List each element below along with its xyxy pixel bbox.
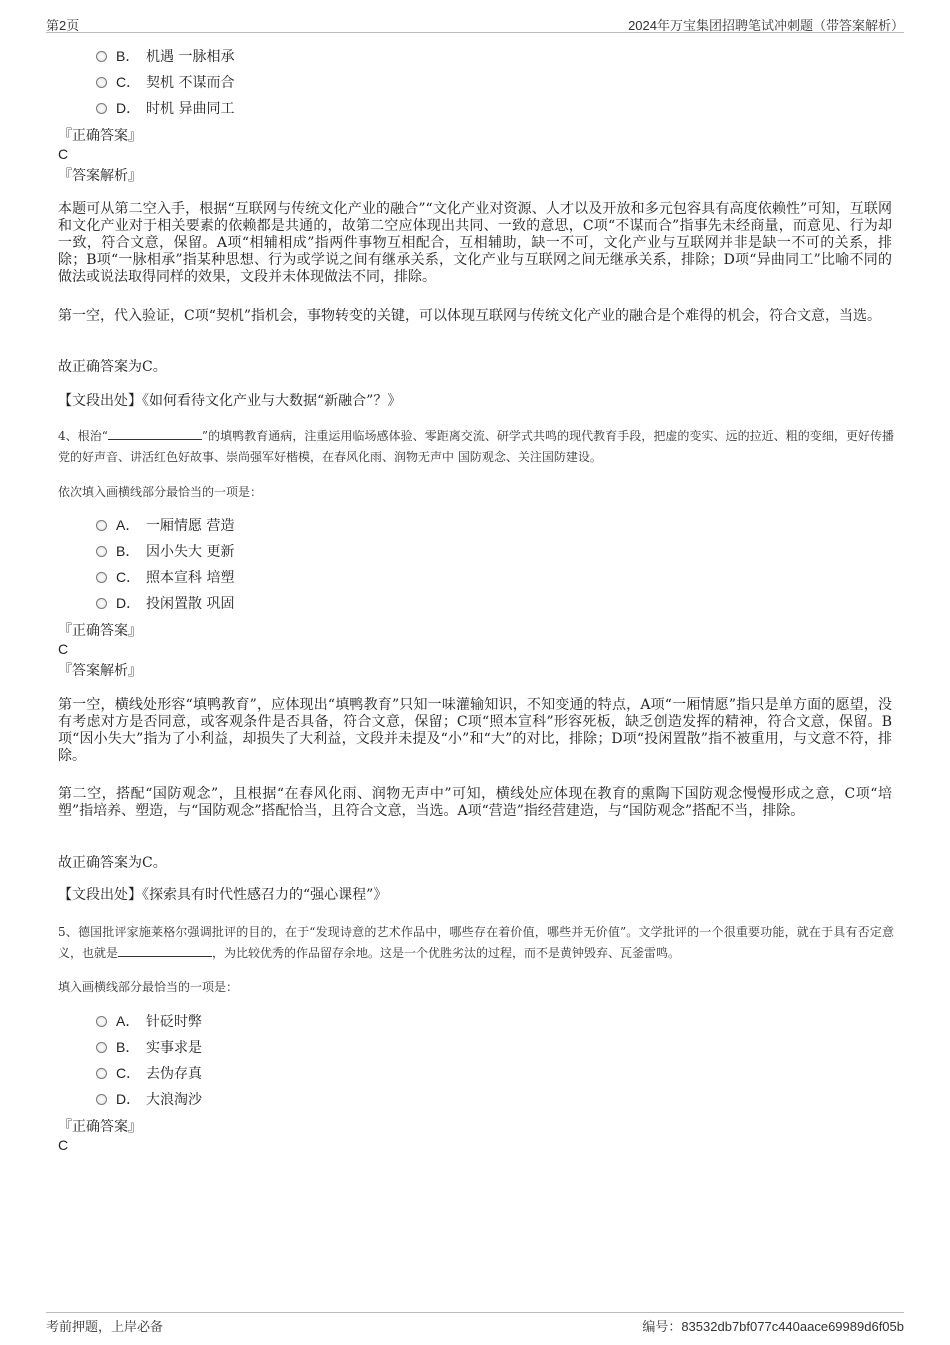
radio-icon[interactable] bbox=[96, 1016, 107, 1027]
q5-option-c[interactable]: C． 去伪存真 bbox=[96, 1063, 202, 1083]
analysis-conclusion: 故正确答案为C。 bbox=[58, 359, 167, 375]
source-citation: 【文段出处】《探索具有时代性感召力的“强心课程”》 bbox=[58, 887, 388, 903]
document-title: 2024年万宝集团招聘笔试冲刺题（带答案解析） bbox=[628, 18, 904, 33]
radio-icon[interactable] bbox=[96, 103, 107, 114]
analysis-paragraph: 第一空，横线处形容“填鸭教育”，应体现出“填鸭教育”只知一味灌输知识，不知变通的特点，A项“一厢情愿”指只是单方面的愿望，没有考虑对方是否同意，或客观条件是否具备，符合文意，保留；C项“照本宣科”形容死板，缺乏创造发挥的精神，符合文意，保留。B项“因小失大”指为了小利益，却损失了大利益，文段并未提及“小”和“大”的对比，排除；D项“投闲置散”指不被重用，与文意不符，排除。 bbox=[58, 697, 892, 764]
radio-icon[interactable] bbox=[96, 598, 107, 609]
page-number: 第2页 bbox=[46, 18, 80, 33]
q3-option-c[interactable]: C． 契机 不谋而合 bbox=[96, 72, 234, 92]
question-prompt: 填入画横线部分最恰当的一项是： bbox=[58, 980, 239, 994]
analysis-paragraph: 第二空，搭配“国防观念”，且根据“在春风化雨、润物无声中”可知，横线处应体现在教育的熏陶下国防观念慢慢形成之意，C项“培塑”指培养、塑造，与“国防观念”搭配恰当，且符合文意，当选。A项“营造”指经营建造，与“国防观念”搭配不当，排除。 bbox=[58, 786, 892, 819]
document-code: 编号：83532db7bf077c440aace69989d6f05b bbox=[642, 1319, 904, 1334]
answer-label: 『正确答案』 bbox=[58, 128, 142, 144]
source-citation: 【文段出处】《如何看待文化产业与大数据“新融合”？》 bbox=[58, 393, 402, 409]
radio-icon[interactable] bbox=[96, 1068, 107, 1079]
q4-option-c[interactable]: C． 照本宣科 培塑 bbox=[96, 567, 234, 587]
answer-value: C bbox=[58, 641, 69, 657]
page-header bbox=[46, 14, 904, 33]
radio-icon[interactable] bbox=[96, 77, 107, 88]
fill-blank bbox=[108, 427, 202, 440]
question-prompt: 依次填入画横线部分最恰当的一项是： bbox=[58, 485, 263, 499]
q3-option-d[interactable]: D． 时机 异曲同工 bbox=[96, 98, 234, 118]
q4-option-b[interactable]: B． 因小失大 更新 bbox=[96, 541, 234, 561]
page-footer bbox=[46, 1312, 904, 1333]
radio-icon[interactable] bbox=[96, 520, 107, 531]
q5-option-d[interactable]: D． 大浪淘沙 bbox=[96, 1089, 202, 1109]
q4-option-d[interactable]: D． 投闲置散 巩固 bbox=[96, 593, 234, 613]
answer-value: C bbox=[58, 146, 69, 162]
analysis-paragraph: 第一空，代入验证，C项“契机”指机会，事物转变的关键，可以体现互联网与传统文化产业的融合是个难得的机会，符合文意，当选。 bbox=[58, 308, 882, 324]
radio-icon[interactable] bbox=[96, 572, 107, 583]
radio-icon[interactable] bbox=[96, 546, 107, 557]
analysis-paragraph: 本题可从第二空入手，根据“互联网与传统文化产业的融合”“文化产业对资源、人才以及开放和多元包容具有高度依赖性”可知，互联网和文化产业对于相关要素的依赖都是共通的，故第二空应体现出共同、一致的意思，C项“不谋而合”指事先未经商量，而意见、行为却一致，符合文意，保留。A项“相辅相成”指两件事物互相配合，互相辅助，缺一不可，文化产业与互联网并非是缺一不可的关系，排除；B项“一脉相承”指某种思想、行为或学说之间有继承关系，文化产业与互联网之间无继承关系，排除；D项“异曲同工”比喻不同的做法或说法取得同样的效果，文段并未体现做法不同，排除。 bbox=[58, 201, 892, 285]
answer-label: 『正确答案』 bbox=[58, 623, 142, 639]
answer-value: C bbox=[58, 1137, 69, 1153]
answer-label: 『正确答案』 bbox=[58, 1119, 142, 1135]
question-stem: 5、德国批评家施莱格尔强调批评的目的，在于“发现诗意的艺术作品中，哪些存在着价值，哪些并无价值”。文学批评的一个很重要功能，就在于具有否定意义，也就是 ，为比较优秀的作品留存余地。这是一个优胜劣汰的过程，而不是黄钟毁弃、瓦釜雷鸣。 bbox=[58, 925, 894, 960]
analysis-label: 『答案解析』 bbox=[58, 168, 142, 184]
radio-icon[interactable] bbox=[96, 51, 107, 62]
question-stem: 4、根治“ ”的填鸭教育通病，注重运用临场感体验、零距离交流、研学式共鸣的现代教育手段，把虚的变实、远的拉近、粗的变细，更好传播党的好声音、讲活红色好故事、崇尚强军好楷模，在春风化雨、润物无声中 国防观念、关注国防建设。 bbox=[58, 429, 894, 464]
fill-blank bbox=[118, 944, 212, 957]
q4-option-a[interactable]: A． 一厢情愿 营造 bbox=[96, 515, 234, 535]
radio-icon[interactable] bbox=[96, 1042, 107, 1053]
footer-slogan: 考前押题，上岸必备 bbox=[46, 1319, 164, 1334]
q5-option-b[interactable]: B． 实事求是 bbox=[96, 1037, 202, 1057]
analysis-label: 『答案解析』 bbox=[58, 663, 142, 679]
q3-option-b[interactable]: B． 机遇 一脉相承 bbox=[96, 46, 234, 66]
q5-option-a[interactable]: A． 针砭时弊 bbox=[96, 1011, 202, 1031]
radio-icon[interactable] bbox=[96, 1094, 107, 1105]
analysis-conclusion: 故正确答案为C。 bbox=[58, 855, 167, 871]
